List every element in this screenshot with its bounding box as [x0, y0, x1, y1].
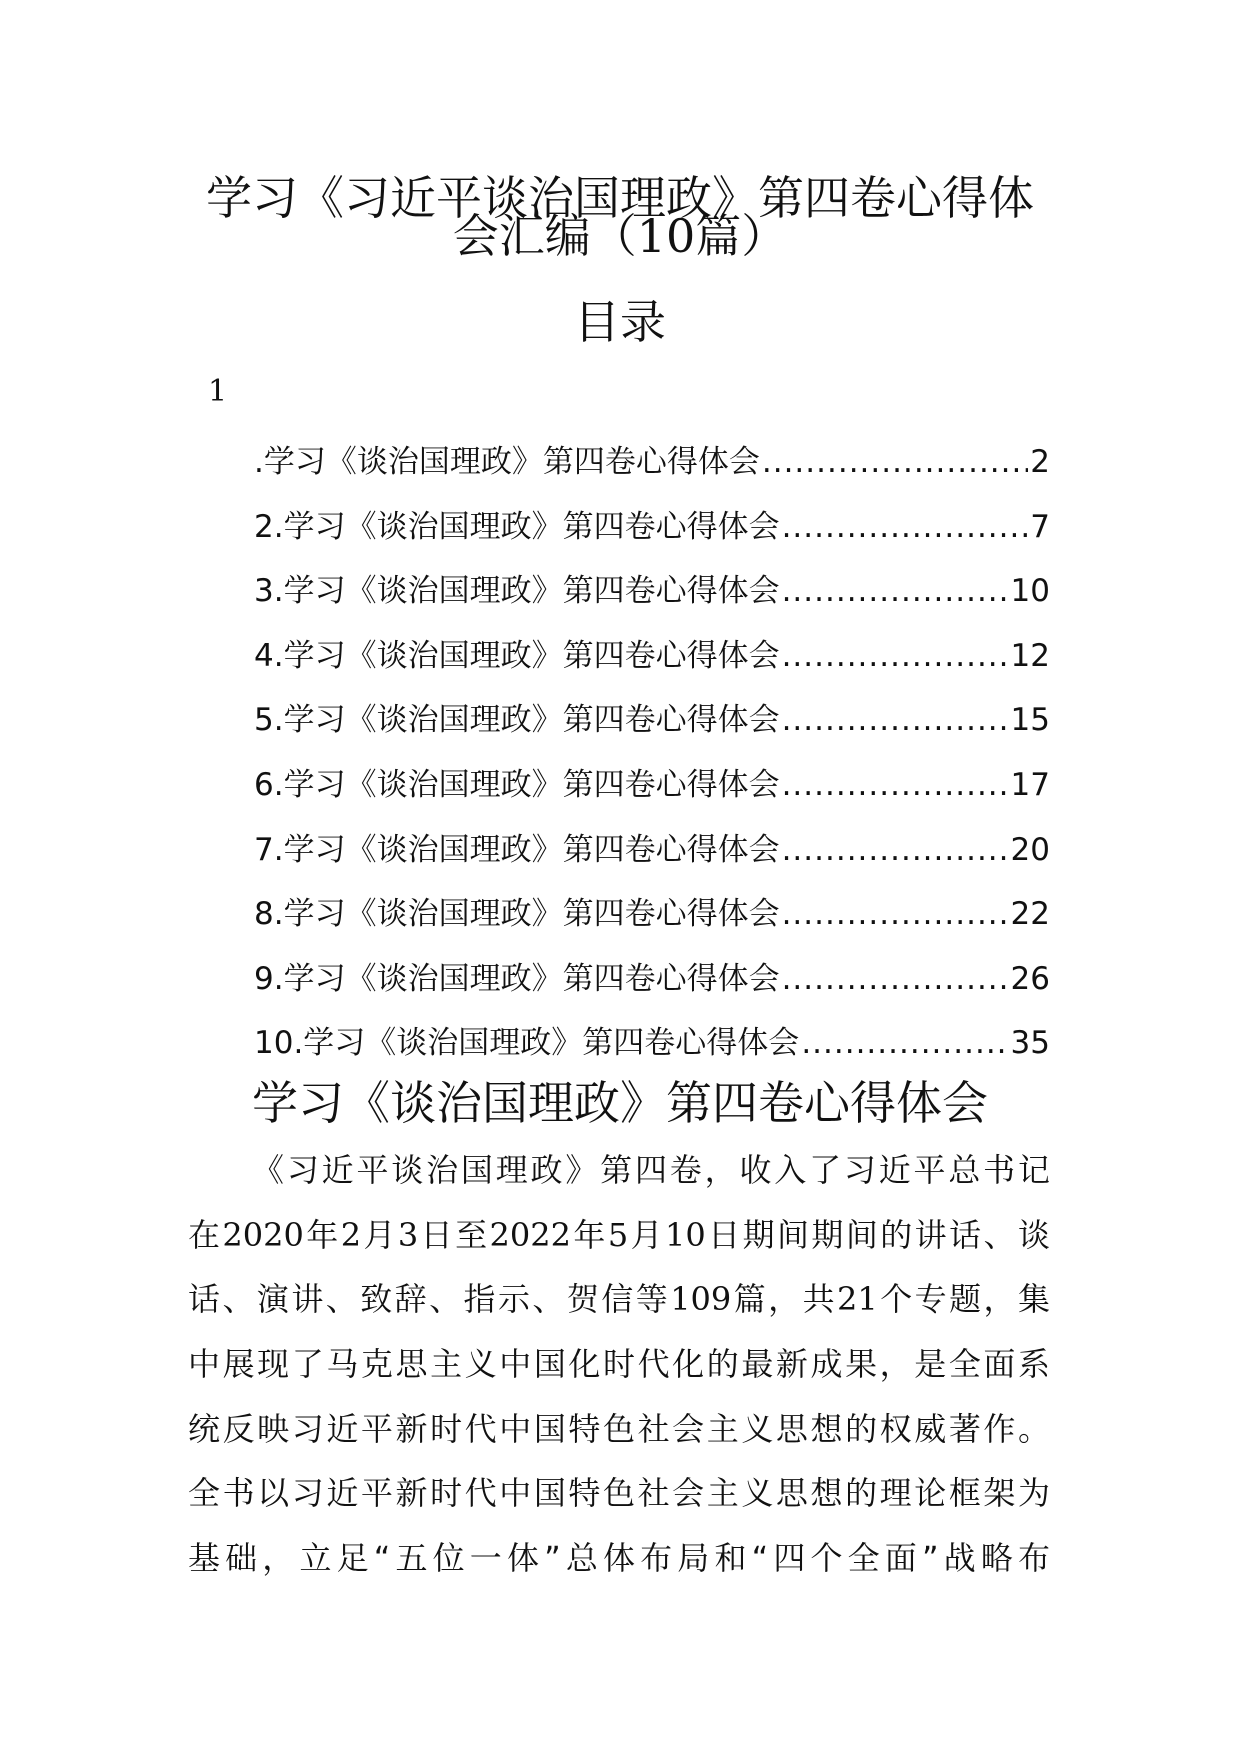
toc-entry-page: 26: [1010, 960, 1050, 997]
body-number: 3: [397, 1215, 419, 1254]
toc-entry-title: 8.学习《谈治国理政》第四卷心得体会: [254, 896, 780, 933]
toc-entry[interactable]: [254, 882, 1050, 947]
body-text-line: [188, 1203, 1050, 1268]
toc-entry[interactable]: [254, 624, 1050, 689]
body-text-run: 统反映习近平新时代中国特色社会主义思想的权威著作。: [188, 1409, 1050, 1448]
body-text-run: 篇，共: [731, 1280, 838, 1319]
body-text-run: 日期间期间的讲话、谈: [705, 1215, 1050, 1254]
toc-entry-page: 35: [1010, 1025, 1050, 1062]
toc-entry-page: 20: [1010, 831, 1050, 868]
toc-entry-page: 17: [1010, 766, 1050, 803]
toc-entry[interactable]: [254, 818, 1050, 883]
body-paragraph: [188, 1138, 1050, 1591]
body-text-line: [188, 1397, 1050, 1462]
body-text-line: [188, 1461, 1050, 1526]
toc-entry[interactable]: [254, 559, 1050, 624]
body-text-line: [188, 1526, 1050, 1591]
toc-dot-leader: [782, 882, 1009, 947]
toc-dot-leader: [782, 495, 1029, 560]
body-text-line: [188, 1138, 1050, 1203]
body-number: 2022: [489, 1215, 571, 1254]
toc-entry-page: 7: [1030, 508, 1050, 545]
title-line-2-prefix: 会汇编（: [452, 209, 637, 263]
body-number: 2020: [222, 1215, 304, 1254]
toc-entry-title: 6.学习《谈治国理政》第四卷心得体会: [254, 766, 780, 803]
toc-entry-page: 15: [1010, 702, 1050, 739]
toc-entry-page: 22: [1010, 896, 1050, 933]
body-number: 5: [607, 1215, 629, 1254]
toc-entry[interactable]: [254, 753, 1050, 818]
body-number: 21: [837, 1280, 878, 1319]
toc-entry-title: 4.学习《谈治国理政》第四卷心得体会: [254, 637, 780, 674]
toc-entry-title: 5.学习《谈治国理政》第四卷心得体会: [254, 702, 780, 739]
title-line-2-suffix: 篇）: [695, 209, 788, 263]
document-title-line-1: 学习《习近平谈治国理政》第四卷心得体: [206, 171, 1034, 225]
toc-entry-page: 12: [1010, 637, 1050, 674]
body-text-run: 在: [188, 1215, 223, 1254]
body-text-run: 全书以习近平新时代中国特色社会主义思想的理论框架为: [188, 1474, 1050, 1513]
toc-entry-title: .学习《谈治国理政》第四卷心得体会: [254, 444, 760, 480]
toc-entry-page: 2: [1030, 444, 1050, 480]
body-text-run: 年: [303, 1215, 341, 1254]
document-title-line-2: [0, 206, 1240, 266]
toc-entry[interactable]: [254, 430, 1050, 495]
body-text-run: 中展现了马克思主义中国化时代化的最新成果，是全面系: [188, 1345, 1050, 1384]
toc-dot-leader: [782, 624, 1009, 689]
body-text-run: 日至: [418, 1215, 490, 1254]
table-of-contents: [254, 430, 1050, 1076]
body-text-run: 年: [570, 1215, 608, 1254]
toc-entry[interactable]: [254, 688, 1050, 753]
toc-dot-leader: [801, 1011, 1008, 1076]
toc-entry-title: 10.学习《谈治国理政》第四卷心得体会: [254, 1025, 800, 1062]
toc-entry[interactable]: [254, 495, 1050, 560]
body-number: 10: [665, 1215, 706, 1254]
section-heading: 学习《谈治国理政》第四卷心得体会: [252, 1076, 988, 1130]
title-line-2-number: 10: [636, 209, 696, 263]
toc-dot-leader: [762, 430, 1028, 495]
toc-heading: 目录: [574, 295, 666, 349]
toc-dot-leader: [782, 753, 1009, 818]
toc-entry[interactable]: [254, 1011, 1050, 1076]
body-text-run: 个专题，集: [877, 1280, 1050, 1319]
body-text-run: 《习近平谈治国理政》第四卷，收入了习近平总书记: [252, 1151, 1050, 1189]
toc-dot-leader: [782, 818, 1009, 883]
toc-entry-title: 2.学习《谈治国理政》第四卷心得体会: [254, 508, 780, 545]
body-text-run: 话、演讲、致辞、指示、贺信等: [188, 1280, 671, 1319]
body-text-line: [188, 1332, 1050, 1397]
body-number: 109: [670, 1280, 732, 1319]
toc-dot-leader: [782, 688, 1009, 753]
toc-dot-leader: [782, 947, 1009, 1012]
body-text-run: 月: [628, 1215, 666, 1254]
body-text-line: [188, 1267, 1050, 1332]
toc-entry-title: 3.学习《谈治国理政》第四卷心得体会: [254, 573, 780, 610]
toc-entry-title: 9.学习《谈治国理政》第四卷心得体会: [254, 960, 780, 997]
body-text-run: 月: [361, 1215, 398, 1254]
body-number: 2: [340, 1215, 362, 1254]
toc-dot-leader: [782, 559, 1009, 624]
toc-entry-page: 10: [1010, 573, 1050, 610]
toc-marker: 1: [208, 374, 228, 409]
body-text-run: 基础，立足“五位一体”总体布局和“四个全面”战略布: [188, 1539, 1050, 1578]
toc-entry[interactable]: [254, 947, 1050, 1012]
toc-entry-title: 7.学习《谈治国理政》第四卷心得体会: [254, 831, 780, 868]
